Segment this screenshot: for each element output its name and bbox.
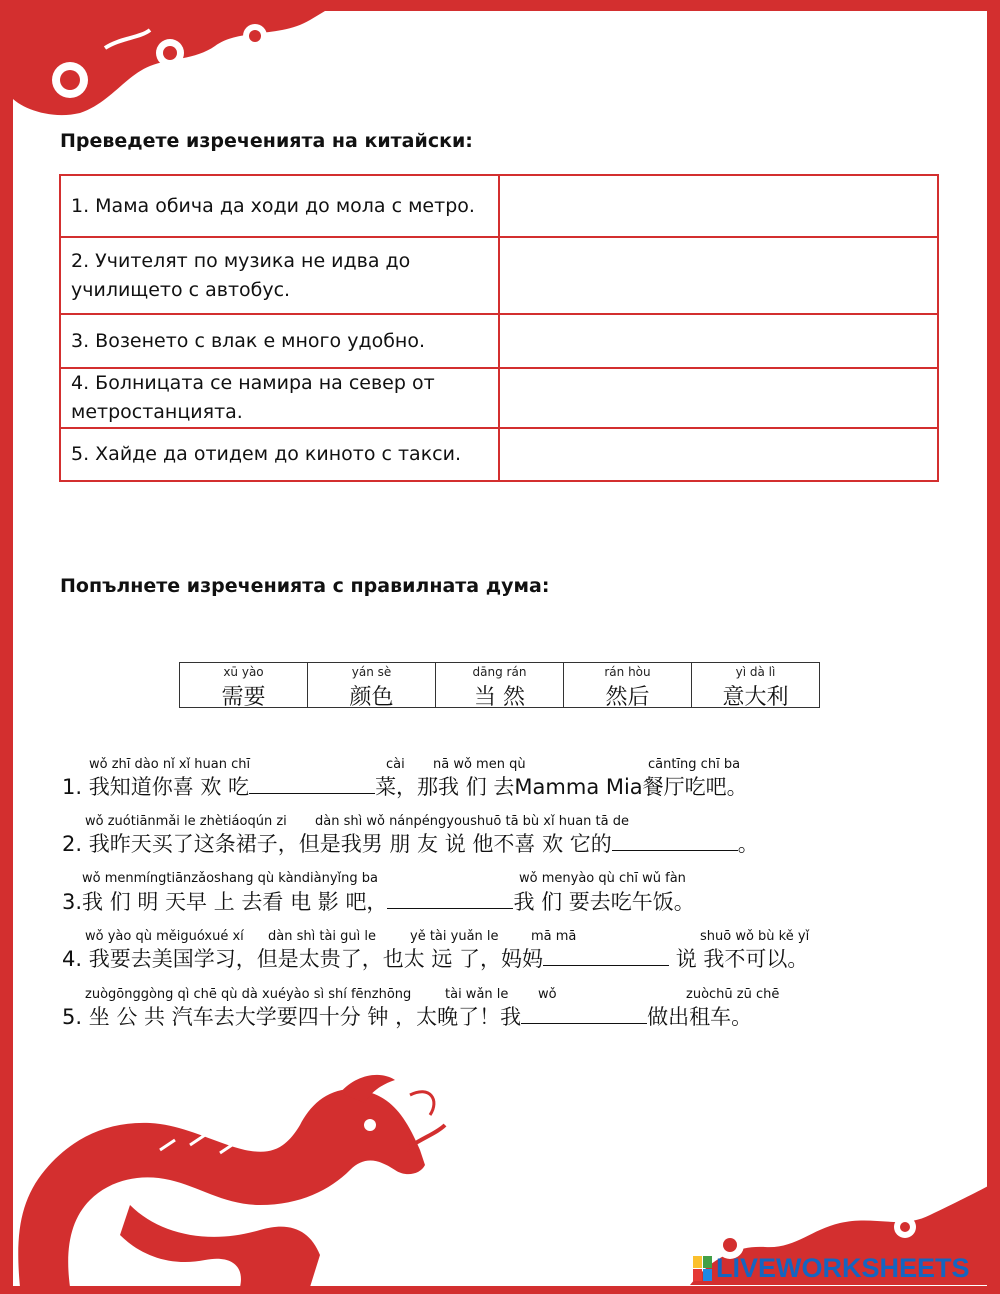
frame-right-border	[987, 0, 1000, 1294]
word-hanzi: 意大利	[722, 685, 789, 710]
sentence-text: 2. 我昨天买了这条裙子，但是我男 朋 友 说 他不喜 欢 它的	[62, 832, 612, 856]
table-row	[60, 237, 938, 314]
word-bank-item	[564, 663, 692, 710]
liveworksheets-logo-icon	[693, 1256, 713, 1282]
prompt-cell: 5. Хайде да отидем до киното с такси.	[60, 428, 499, 481]
sentence-pinyin: dàn shì wǒ nánpéngyoushuō tā bù xǐ huan tā de	[315, 814, 629, 829]
sentence-pinyin: dàn shì tài guì le	[268, 929, 376, 944]
word-hanzi: 然后	[605, 685, 650, 710]
sentence-pinyin: nā wǒ men qù	[433, 757, 526, 772]
sentence-pinyin: zuògōnggòng qì chē qù dà xuéyào sì shí fēnzhōng	[85, 987, 412, 1002]
sentence-text: 说 我不可以。	[669, 947, 809, 971]
frame-bottom-border	[0, 1286, 1000, 1294]
word-bank-item	[436, 663, 564, 710]
sentence-text: 做出租车。	[647, 1005, 753, 1029]
sentence-pinyin: wǒ menyào qù chī wǔ fàn	[519, 871, 686, 886]
sentence-text: 5. 坐 公 共 汽车去大学要四十分 钟 ，太晚了！我	[62, 1005, 522, 1029]
dragon-ornament-icon	[10, 1055, 450, 1287]
table-row	[60, 428, 938, 481]
translation-table	[59, 174, 939, 482]
answer-cell[interactable]	[499, 314, 938, 368]
answer-blank[interactable]	[249, 775, 375, 794]
prompt-cell: 4. Болницата се намира на север от метростанцията.	[60, 368, 499, 428]
sentence-line	[62, 1001, 752, 1031]
sentence-text: 1. 我知道你喜 欢 吃	[62, 775, 250, 799]
word-pinyin: yán sè	[351, 665, 392, 679]
sentence-text: 我 们 要去吃午饭。	[513, 890, 695, 914]
sentence-text: 菜，那我 们 去Mamma Mia餐厅吃吧。	[375, 775, 748, 799]
fill-heading: Попълнете изреченията с правилната дума:	[60, 575, 550, 597]
prompt-cell: 1. Мама обича да ходи до мола с метро.	[60, 175, 499, 237]
sentence-pinyin: wǒ zuótiānmǎi le zhètiáoqún zi	[85, 814, 287, 829]
sentence-line	[62, 828, 759, 858]
answer-cell[interactable]	[499, 428, 938, 481]
answer-blank[interactable]	[521, 1005, 647, 1024]
sentence-pinyin: yě tài yuǎn le	[410, 929, 499, 944]
sentence-pinyin: wǒ zhī dào nǐ xǐ huan chī	[89, 757, 251, 772]
word-pinyin: yì dà lì	[735, 665, 776, 679]
translate-heading: Преведете изреченията на китайски:	[60, 130, 473, 152]
prompt-cell: 3. Возенето с влак е много удобно.	[60, 314, 499, 368]
sentence-pinyin: shuō wǒ bù kě yǐ	[700, 929, 810, 944]
word-hanzi: 需要	[221, 685, 266, 710]
word-pinyin: rán hòu	[604, 665, 651, 679]
answer-blank[interactable]	[612, 832, 738, 851]
answer-cell[interactable]	[499, 175, 938, 237]
sentence-text: 4. 我要去美国学习，但是太贵了，也太 远 了，妈妈	[62, 947, 544, 971]
word-bank-item	[692, 663, 819, 710]
table-row	[60, 314, 938, 368]
prompt-cell: 2. Учителят по музика не идва до училището с автобус.	[60, 237, 499, 314]
sentence-text: 。	[737, 832, 759, 856]
answer-cell[interactable]	[499, 368, 938, 428]
cloud-ornament-top-icon	[10, 8, 330, 118]
word-hanzi: 当 然	[474, 685, 525, 710]
sentence-pinyin: cāntīng chī ba	[648, 757, 741, 772]
word-pinyin: xū yào	[223, 665, 264, 679]
sentence-line	[62, 771, 748, 801]
word-bank-item	[180, 663, 308, 710]
sentence-pinyin: wǒ yào qù měiguóxué xí	[85, 929, 244, 944]
sentence-pinyin: tài wǎn le	[445, 987, 509, 1002]
sentence-pinyin: wǒ menmíngtiānzǎoshang qù kàndiànyǐng ba	[82, 871, 378, 886]
sentence-pinyin: mā mā	[531, 929, 577, 944]
word-pinyin: dāng rán	[472, 665, 527, 679]
answer-blank[interactable]	[387, 890, 513, 909]
sentence-pinyin: cài	[386, 757, 405, 772]
answer-cell[interactable]	[499, 237, 938, 314]
sentence-text: 3.我 们 明 天早 上 去看 电 影 吧，	[62, 890, 388, 914]
sentence-pinyin: wǒ	[538, 987, 557, 1002]
sentence-pinyin: zuòchū zū chē	[686, 987, 780, 1002]
sentence-line	[62, 943, 808, 973]
liveworksheets-logo[interactable]: LIVEWORKSHEETS	[716, 1253, 970, 1283]
answer-blank[interactable]	[543, 947, 669, 966]
word-hanzi: 颜色	[349, 685, 394, 710]
word-bank-item	[308, 663, 436, 710]
table-row	[60, 175, 938, 237]
table-row	[60, 368, 938, 428]
word-bank	[179, 662, 820, 708]
sentence-line	[62, 886, 695, 916]
